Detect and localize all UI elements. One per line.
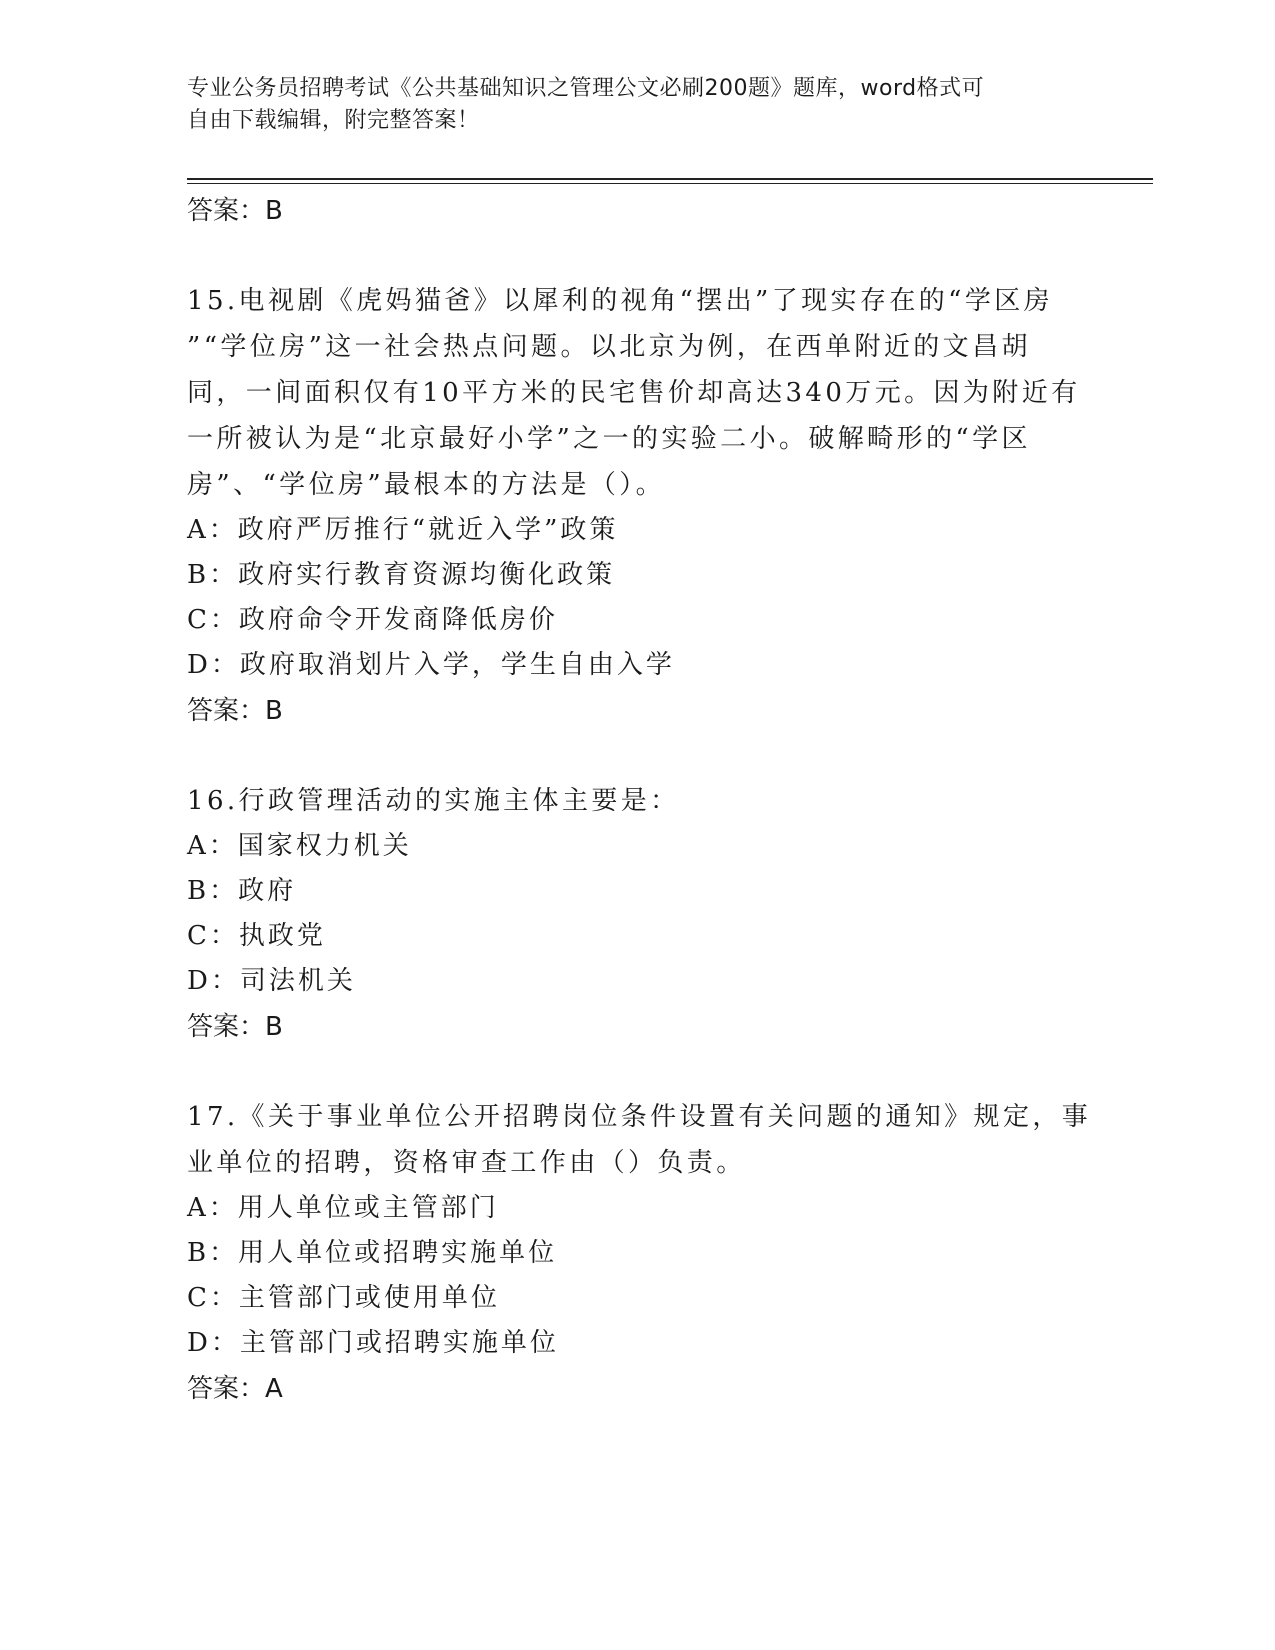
question-text-line: 房”、“学位房”最根本的方法是（）。 bbox=[187, 470, 666, 500]
answer-line: 答案：B bbox=[187, 1012, 283, 1042]
question-block-17 bbox=[187, 1094, 1092, 1412]
question-text-line: 同，一间面积仅有10平方米的民宅售价却高达340万元。因为附近有 bbox=[187, 378, 1081, 408]
header-line-1: 专业公务员招聘考试《公共基础知识之管理公文必刷200题》题库，word格式可 bbox=[187, 76, 985, 101]
answer-line: 答案：A bbox=[187, 1374, 283, 1404]
question-block-15 bbox=[187, 278, 1087, 734]
option-b: B：政府实行教育资源均衡化政策 bbox=[187, 560, 616, 590]
header-divider-thick bbox=[187, 178, 1153, 180]
question-text-line: 17.《关于事业单位公开招聘岗位条件设置有关问题的通知》规定，事 bbox=[187, 1102, 1092, 1132]
question-text-line: 15.电视剧《虎妈猫爸》以犀利的视角“摆出”了现实存在的“学区房 bbox=[187, 286, 1054, 316]
option-c: C：主管部门或使用单位 bbox=[187, 1283, 500, 1313]
question-text-line: 业单位的招聘，资格审查工作由（）负责。 bbox=[187, 1148, 746, 1178]
option-b: B：用人单位或招聘实施单位 bbox=[187, 1238, 558, 1268]
option-d: D：政府取消划片入学，学生自由入学 bbox=[187, 650, 675, 680]
option-c: C：政府命令开发商降低房价 bbox=[187, 605, 558, 635]
option-a: A：政府严厉推行“就近入学”政策 bbox=[187, 515, 619, 545]
option-d: D：主管部门或招聘实施单位 bbox=[187, 1328, 559, 1358]
header-line-2: 自由下载编辑，附完整答案！ bbox=[187, 108, 480, 133]
question-text-line: 16.行政管理活动的实施主体主要是： bbox=[187, 786, 680, 816]
answer-line: 答案：B bbox=[187, 196, 283, 226]
document-header bbox=[187, 73, 1067, 137]
answer-line: 答案：B bbox=[187, 696, 283, 726]
document-body bbox=[187, 188, 1092, 1412]
question-text-line: ”“学位房”这一社会热点问题。以北京为例，在西单附近的文昌胡 bbox=[187, 332, 1031, 362]
option-a: A：国家权力机关 bbox=[187, 831, 412, 861]
option-b: B：政府 bbox=[187, 876, 297, 906]
question-text-line: 一所被认为是“北京最好小学”之一的实验二小。破解畸形的“学区 bbox=[187, 424, 1031, 454]
header-divider-thin bbox=[187, 183, 1153, 184]
question-block-16 bbox=[187, 778, 1087, 1050]
option-c: C：执政党 bbox=[187, 921, 326, 951]
option-d: D：司法机关 bbox=[187, 966, 356, 996]
option-a: A：用人单位或主管部门 bbox=[187, 1193, 499, 1223]
